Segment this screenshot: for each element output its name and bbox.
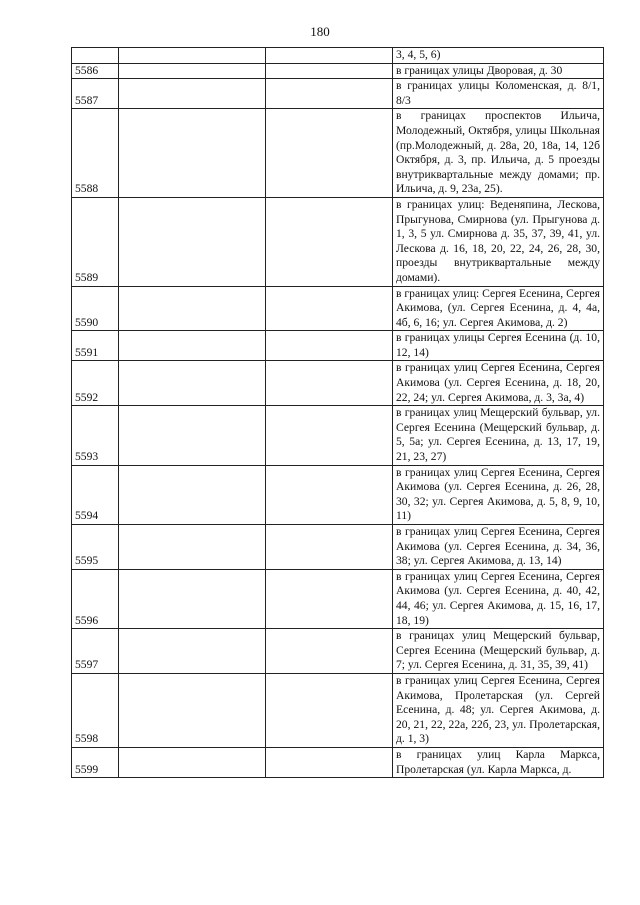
- cell-empty: [119, 673, 266, 747]
- row-description: в границах улицы Сергея Есенина (д. 10, 12, 14): [393, 331, 604, 361]
- cell-empty: [266, 361, 393, 406]
- cell-empty: [119, 197, 266, 286]
- cell-empty: [266, 406, 393, 465]
- table-row: [72, 79, 604, 109]
- table-row: [72, 747, 604, 777]
- row-description: в границах улиц Сергея Есенина, Сергея Акимова (ул. Сергея Есенина, д. 18, 20, 22, 24; ул. Сергея Акимова, д. 3, 3а, 4): [393, 361, 604, 406]
- row-number: 5592: [72, 361, 119, 406]
- row-description: в границах улиц Сергея Есенина, Сергея Акимова, Пролетарская (ул. Сергей Есенина, д. 48; ул. Сергея Акимова, д. 20, 21, 22, 22а, 22б, 23, ул. Пролетарская, д. 1, 3): [393, 673, 604, 747]
- row-description: в границах улицы Дворовая, д. 30: [393, 63, 604, 79]
- cell-empty: [266, 525, 393, 570]
- row-number: 5595: [72, 525, 119, 570]
- table-row: [72, 569, 604, 628]
- cell-empty: [119, 286, 266, 331]
- row-number: 5590: [72, 286, 119, 331]
- cell-empty: [119, 569, 266, 628]
- row-description: в границах улиц: Веденяпина, Лескова, Прыгунова, Смирнова (ул. Прыгунова д. 1, 3, 5 ул. Смирнова д. 35, 37, 39, 41, ул. Лескова д. 16, 18, 20, 22, 24, 26, 28, 30, проезды внутриквартальные между домами).: [393, 197, 604, 286]
- row-description: в границах улицы Коломенская, д. 8/1, 8/3: [393, 79, 604, 109]
- row-description: в границах улиц Мещерский бульвар, ул. Сергея Есенина (Мещерский бульвар, д. 5, 5а; ул. Сергея Есенина, д. 13, 17, 19, 21, 23, 27): [393, 406, 604, 465]
- row-number: 5593: [72, 406, 119, 465]
- cell-empty: [119, 629, 266, 674]
- cell-empty: [266, 286, 393, 331]
- cell-empty: [266, 569, 393, 628]
- cell-empty: [266, 465, 393, 524]
- cell-number: [72, 48, 119, 64]
- cell-empty: [119, 406, 266, 465]
- page-number: 180: [310, 24, 330, 39]
- cell-empty: [266, 673, 393, 747]
- continuation-row: [72, 48, 604, 64]
- cell-empty: [119, 331, 266, 361]
- table-body: [72, 48, 604, 778]
- cell-empty: [119, 525, 266, 570]
- row-number: 5589: [72, 197, 119, 286]
- row-number: 5596: [72, 569, 119, 628]
- table-row: [72, 197, 604, 286]
- row-number: 5586: [72, 63, 119, 79]
- row-description: в границах улиц Сергея Есенина, Сергея Акимова (ул. Сергея Есенина, д. 40, 42, 44, 46; ул. Сергея Акимова, д. 15, 16, 17, 18, 19): [393, 569, 604, 628]
- row-description: в границах улиц Сергея Есенина, Сергея Акимова (ул. Сергея Есенина, д. 26, 28, 30, 32; ул. Сергея Акимова, д. 5, 8, 9, 10, 11): [393, 465, 604, 524]
- cell-empty: [266, 197, 393, 286]
- row-number: 5587: [72, 79, 119, 109]
- cell-empty: [119, 361, 266, 406]
- table-row: [72, 286, 604, 331]
- row-description: в границах проспектов Ильича, Молодежный, Октября, улицы Школьная (пр.Молодежный, д. 28а, 20, 18а, 14, 12б Октября, д. 3, пр. Ильича, д. 5 проезды внутриквартальные между домами; пр. Ильича, д. 9, 23а, 25).: [393, 109, 604, 198]
- cell-empty: [119, 79, 266, 109]
- table-row: [72, 109, 604, 198]
- cell-description: 3, 4, 5, 6): [393, 48, 604, 64]
- cell-empty: [266, 63, 393, 79]
- cell-empty: [119, 465, 266, 524]
- cell-empty: [266, 109, 393, 198]
- cell-empty: [266, 747, 393, 777]
- cell-empty: [119, 63, 266, 79]
- row-description: в границах улиц Мещерский бульвар, Сергея Есенина (Мещерский бульвар, д. 7; ул. Сергея Есенина, д. 31, 35, 39, 41): [393, 629, 604, 674]
- table-row: [72, 465, 604, 524]
- table-row: [72, 331, 604, 361]
- row-number: 5598: [72, 673, 119, 747]
- cell-empty: [266, 331, 393, 361]
- row-number: 5597: [72, 629, 119, 674]
- table-row: [72, 406, 604, 465]
- cell-empty: [119, 747, 266, 777]
- cell-empty: [119, 48, 266, 64]
- row-number: 5599: [72, 747, 119, 777]
- row-description: в границах улиц: Сергея Есенина, Сергея Акимова, (ул. Сергея Есенина, д. 4, 4а, 4б, 6, 16; ул. Сергея Акимова, д. 2): [393, 286, 604, 331]
- cell-empty: [119, 109, 266, 198]
- row-number: 5591: [72, 331, 119, 361]
- row-number: 5588: [72, 109, 119, 198]
- table-row: [72, 63, 604, 79]
- polling-stations-table: [71, 47, 604, 778]
- cell-empty: [266, 48, 393, 64]
- table-row: [72, 525, 604, 570]
- row-description: в границах улиц Сергея Есенина, Сергея Акимова (ул. Сергея Есенина, д. 34, 36, 38; ул. Сергея Акимова, д. 13, 14): [393, 525, 604, 570]
- table-row: [72, 629, 604, 674]
- row-description: в границах улиц Карла Маркса, Пролетарская (ул. Карла Маркса, д.: [393, 747, 604, 777]
- table-row: [72, 673, 604, 747]
- row-number: 5594: [72, 465, 119, 524]
- table-row: [72, 361, 604, 406]
- cell-empty: [266, 629, 393, 674]
- cell-empty: [266, 79, 393, 109]
